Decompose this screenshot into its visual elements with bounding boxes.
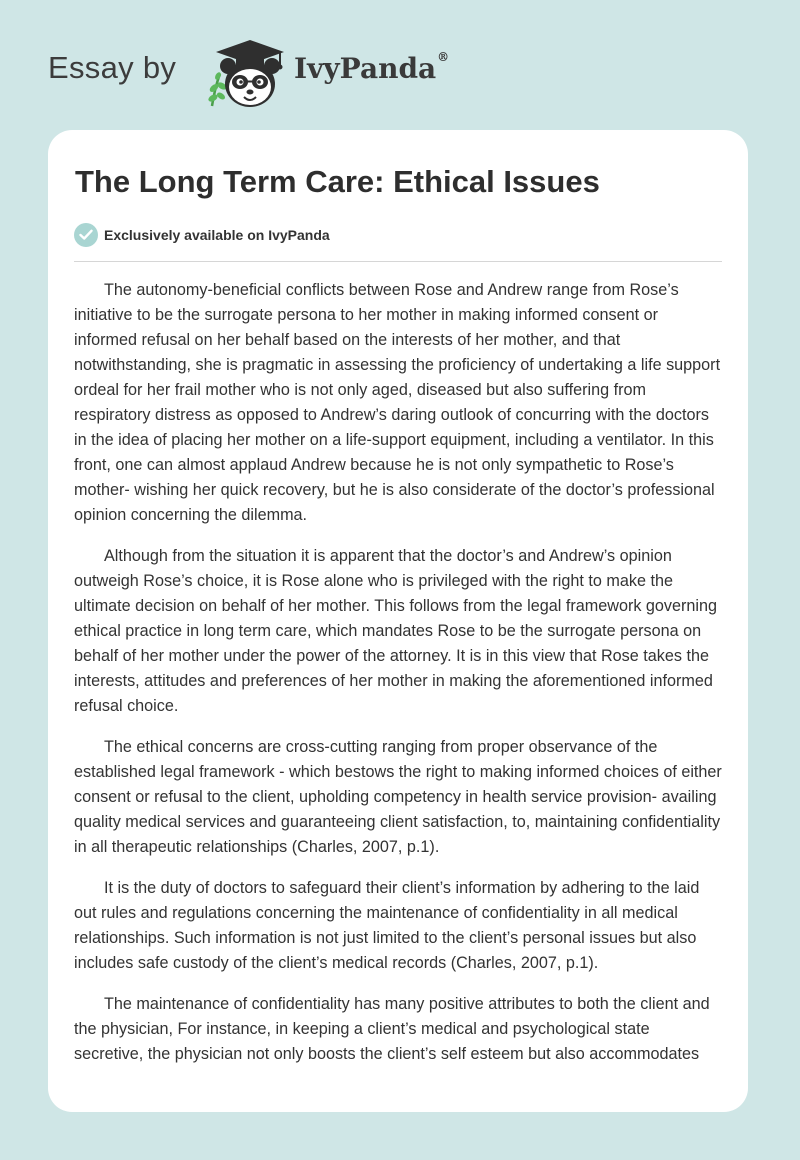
check-circle-icon: [74, 223, 98, 247]
ivypanda-brand-name[interactable]: IvyPanda®: [294, 50, 450, 85]
site-header: [48, 36, 508, 110]
essay-card: [48, 130, 748, 1112]
paragraph: Although from the situation it is apparent that the doctor’s and Andrew’s opinion outweigh Rose’s choice, it is Rose alone who is privileged with the right to make the ultimate decision on behalf of her mother. This follows from the legal framework governing ethical practice in long term care, which mandates Rose to be the surrogate persona on behalf of her mother under the power of the attorney. It is in this view that Rose takes the interests, attitudes and preferences of her mother in making the aforementioned informed refusal choice.: [74, 547, 718, 715]
panda-graduate-logo-icon: [202, 36, 288, 110]
essay-by-label: Essay by: [48, 50, 177, 85]
divider: [74, 261, 722, 262]
essay-body: [74, 278, 722, 1083]
paragraph: The ethical concerns are cross-cutting ranging from proper observance of the established legal framework - which bestows the right to making informed choices of either consent or refusal to the client, upholding competency in health service provision- availing quality medical services and guaranteeing client satisfaction, to, maintaining confidentiality in all therapeutic relationships (Charles, 2007, p.1).: [74, 738, 722, 856]
exclusive-label: Exclusively available on IvyPanda: [104, 227, 330, 243]
exclusive-badge: [74, 222, 330, 248]
paragraph: The autonomy-beneficial conflicts between Rose and Andrew range from Rose’s initiative to be the surrogate persona to her mother in making informed consent or informed refusal on her behalf based on the interests of her mother, and that notwithstanding, she is pragmatic in assessing the proficiency of undertaking a life support ordeal for her frail mother who is not only aged, diseased but also suffering from respiratory distress as opposed to Andrew’s daring outlook of concurring with the doctors in the idea of placing her mother on a life-support equipment, including a ventilator. In this front, one can almost applaud Andrew because he is not only sympathetic to Rose’s mother- wishing her quick recovery, but he is also considerate of the doctor’s professional opinion concerning the dilemma.: [74, 281, 721, 524]
paragraph: The maintenance of confidentiality has many positive attributes to both the client and the physician, For instance, in keeping a client’s medical and psychological state secretive, the physician not only boosts the client’s self esteem but also accommodates: [74, 995, 710, 1063]
paragraph: It is the duty of doctors to safeguard their client’s information by adhering to the laid out rules and regulations concerning the maintenance of confidentiality in all medical relationships. Such information is not just limited to the client’s personal issues but also includes safe custody of the client’s medical records (Charles, 2007, p.1).: [74, 879, 700, 972]
page-title: The Long Term Care: Ethical Issues: [75, 164, 600, 199]
